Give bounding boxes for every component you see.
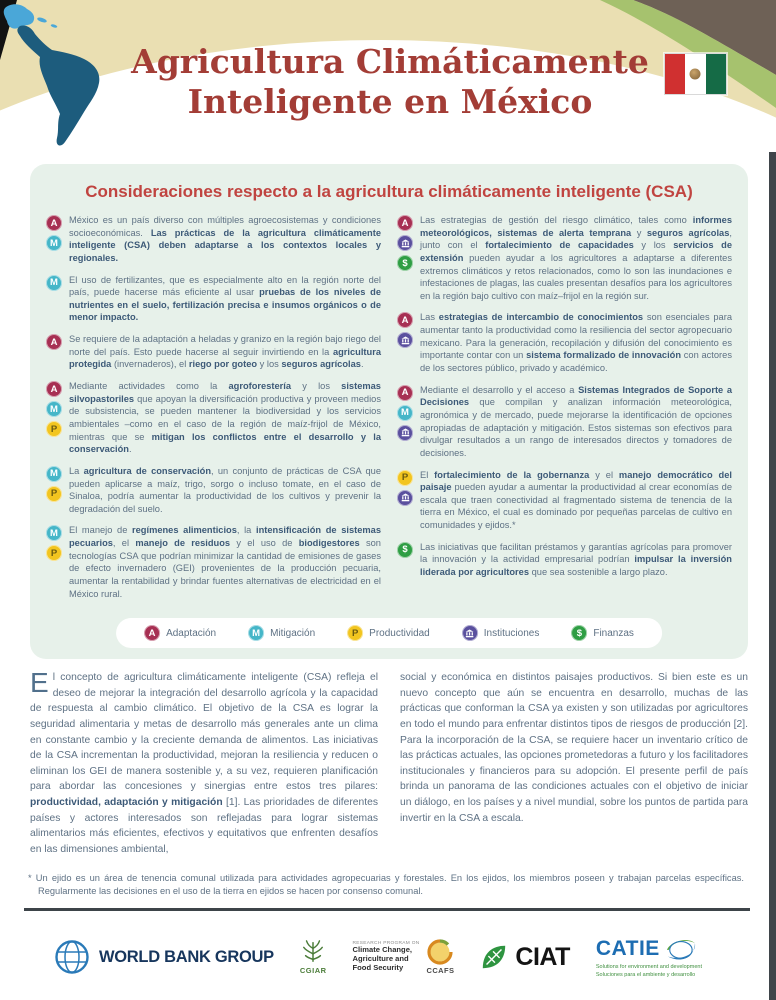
consideration-item [397, 384, 732, 460]
productivity-icon: P [46, 421, 62, 437]
catie-tagline-es: Soluciones para el ambiente y desarrollo [595, 972, 696, 978]
adaptation-icon: A [397, 385, 413, 401]
productivity-icon: P [46, 486, 62, 502]
consideration-text: Mediante el desarrollo y el acceso a Sistemas Integrados de Soporte a Decisiones que compilan y analizan información meteorológica, agronómica y de mercado, puede mejorarse la identificación de opciones apropiadas de adaptación y mitigación. Estos sistemas son efectivos para divulgar resultados a un rango de interesados directos y tomadores de decisiones. [420, 384, 733, 458]
ciat-label: CIAT [515, 942, 570, 971]
mitigation-icon: M [46, 525, 62, 541]
adaptation-icon: A [46, 215, 62, 231]
mitigation-icon: M [46, 466, 62, 482]
footnote-text: Un ejido es un área de tenencia comunal utilizada para actividades agropecuarias y forestales. En los ejidos, los miembros poseen y trabajan parcelas específicas. Regularmente las decisiones en el uso de la tierra en ejidos se hacen por consenso comunal. [35, 873, 744, 897]
consideration-item [397, 541, 732, 579]
legend-label: Instituciones [483, 627, 540, 639]
footnote [28, 872, 744, 899]
considerations-panel [30, 164, 748, 659]
category-badges [46, 275, 62, 325]
ccafs-line: Food Security [352, 963, 404, 973]
adaptation-icon: A [46, 334, 62, 350]
ccafs-logo [353, 939, 455, 975]
consideration-item [397, 311, 732, 374]
drop-cap: E [30, 667, 49, 698]
ccafs-badge [427, 939, 455, 975]
institutions-icon [397, 425, 413, 441]
footer-divider [24, 908, 750, 911]
considerations-heading: Consideraciones respecto a la agricultura climáticamente inteligente (CSA) [85, 182, 693, 201]
ccafs-program-text [353, 941, 420, 974]
intro-right-column: social y económica en distintos paisajes productivos. Si bien este es un nuevo concepto que aún se encuentra en desarrollo, muchas de las prácticas que conforman la CSA ya existen y son utilizadas por agricultores en todo el mundo para enfrentar distintos tipos de riesgos de producción [2]. Para la incorporación de la CSA, se requiere hacer un inventario crítico de las prácticas actuales, las opciones prometedoras a futuro y los facilitadores institucionales y financieros para su adopción. El presente perfil de país brinda un panorama de las condiciones actuales con el objetivo de iniciar un diálogo, en los países y a nivel mundial, sobre los puntos de partida para invertir en la CSA a escala. [400, 672, 748, 824]
consideration-text: El fortalecimiento de la gobernanza y el manejo democrático del paisaje pueden ayudar a aumentar la productividad al crear economías de escala que traen conectividad al fragmentado sistema de tenencia de la tierra en México, el cual es dominado por pequeñas parcelas de cultivo en comunidades y ejidos.* [420, 469, 732, 531]
category-legend [116, 618, 662, 648]
worldbank-logo [52, 937, 274, 977]
category-badges [397, 470, 413, 532]
finance-icon: $ [397, 542, 413, 558]
category-badges [46, 466, 62, 516]
intro-text [30, 667, 748, 858]
consideration-item [397, 214, 732, 302]
legend-item [248, 625, 315, 641]
mitigation-icon: M [397, 405, 413, 421]
intro-left-column: El concepto de agricultura climáticamente inteligente (CSA) refleja el deseo de mejorar la integración del desarrollo agrícola y la capacidad de respuesta al cambio climático. El objetivo de la CSA es lograr la seguridad alimentaria y metas de desarrollo más generales ante un clima en constante cambio y la creciente demanda de alimentos. Las iniciativas de la CSA incrementan la productividad, mejoran la resiliencia y reducen o eliminan los GEI de manera sostenible y, a su vez, requieren planificación para abordar las concesiones y sinergias entre estos tres pilares: productividad, adaptación y mitigación [1]. Las prioridades de diferentes países y actores interesados son reflejadas para lograr sistemas alimentarios más eficientes, efectivos y equitativos que enfrenten desafíos en las dimensiones ambiental, [30, 667, 378, 856]
mitigation-icon: M [46, 401, 62, 417]
footnote-marker: * [28, 873, 32, 883]
finance-icon: $ [397, 255, 413, 271]
consideration-item [46, 333, 381, 371]
category-badges [397, 215, 413, 302]
category-badges [397, 542, 413, 579]
legend-label: Mitigación [270, 627, 316, 639]
catie-tagline-en: Solutions for environment and development [595, 964, 702, 971]
considerations-columns [46, 214, 732, 609]
consideration-item [46, 465, 381, 516]
cgiar-plant-icon [301, 939, 325, 965]
category-badges [46, 334, 62, 371]
ccafs-program-label: RESEARCH PROGRAM ON [352, 940, 420, 946]
consideration-item [46, 214, 381, 265]
worldbank-globe-icon [52, 937, 92, 977]
ccafs-line: Climate Change, [352, 945, 413, 955]
catie-swirl-icon [663, 935, 697, 963]
institutions-icon [397, 490, 413, 506]
legend-item [347, 625, 430, 641]
mexico-flag-icon [664, 53, 727, 95]
consideration-item [46, 524, 381, 600]
flag-white-stripe [685, 54, 705, 94]
cgiar-logo [300, 939, 327, 975]
consideration-text: La agricultura de conservación, un conjunto de prácticas de CSA que pueden aplicarse a maíz, trigo, sorgo o incluso tomate, en el caso de Sinaloa, podría aumentar la productividad de los cultivos y prevenir la degradación del suelo. [69, 465, 381, 514]
legend-label: Productividad [369, 627, 430, 639]
institutions-icon [397, 332, 413, 348]
consideration-item [46, 380, 381, 456]
page-title [110, 42, 670, 123]
catie-logo [596, 935, 702, 979]
considerations-left-column [46, 214, 381, 609]
ciat-leaf-icon [480, 943, 508, 971]
category-badges [397, 312, 413, 374]
productivity-icon: P [347, 625, 363, 641]
header-banner [0, 0, 776, 152]
ccafs-label: CCAFS [426, 966, 455, 975]
flag-emblem [690, 69, 701, 80]
flag-green-stripe [706, 54, 726, 94]
considerations-right-column [397, 214, 732, 609]
productivity-icon: P [397, 470, 413, 486]
title-line-2: Inteligente en México [187, 82, 593, 122]
category-badges [46, 381, 62, 456]
mitigation-icon: M [46, 275, 62, 291]
consideration-text: México es un país diverso con múltiples agroecosistemas y condiciones socioeconómicas. Las prácticas de la agricultura climáticamente inteligente (CSA) deben adaptarse a los contextos locales y regionales. [69, 215, 382, 263]
finance-icon: $ [571, 625, 587, 641]
category-badges [397, 385, 413, 460]
adaptation-icon: A [46, 381, 62, 397]
consideration-text: Se requiere de la adaptación a heladas y granizo en la región bajo riego del norte del país. Esto puede hacerse al seguir invirtiendo en la agricultura protegida (invernaderos), el riego por goteo y los seguros agrícolas. [69, 334, 381, 370]
cgiar-label: CGIAR [299, 966, 327, 975]
legend-label: Adaptación [166, 627, 217, 639]
consideration-text: El manejo de regímenes alimenticios, la intensificación de sistemas pecuarios, el manejo de residuos y el uso de biodigestores son tecnologías CSA que podrían minimizar la cantidad de emisiones de gases de efecto invernadero (GEI) provenientes de la producción pecuaria, aumentar la rentabilidad y brindar fuentes alternativas de electricidad en el México rural. [69, 525, 381, 599]
adaptation-icon: A [144, 625, 160, 641]
footer-logos [52, 924, 728, 990]
mitigation-icon: M [248, 625, 264, 641]
title-line-1: Agricultura Climáticamente [131, 42, 649, 81]
productivity-icon: P [46, 545, 62, 561]
category-badges [46, 525, 62, 600]
ciat-logo [480, 943, 569, 972]
catie-label: CATIE [595, 937, 660, 961]
consideration-text: Las estrategias de intercambio de conocimientos son esenciales para aumentar tanto la productividad como la resiliencia del sector agropecuario mexicano. Para la generación, recopilación y difusión del conocimiento es importante contar con un sistema formalizado de innovación con actores de los sectores público, privado y académico. [420, 312, 732, 374]
adaptation-icon: A [397, 312, 413, 328]
flag-red-stripe [665, 54, 685, 94]
ccafs-ring-icon [427, 939, 453, 965]
legend-item [571, 625, 634, 641]
mitigation-icon: M [46, 235, 62, 251]
ccafs-line: Agriculture and [352, 954, 409, 964]
institutions-icon [397, 235, 413, 251]
institutions-icon [462, 625, 478, 641]
consideration-item [397, 469, 732, 532]
consideration-text: Las iniciativas que facilitan préstamos y garantías agrícolas para promover la innovación y la actividad empresarial podrían impulsar la inversión liderada por agricultores que sea sostenible a largo plazo. [420, 541, 732, 578]
adaptation-icon: A [397, 215, 413, 231]
legend-label: Finanzas [593, 627, 634, 639]
consideration-text: Mediante actividades como la agroforestería y los sistemas silvopastoriles que apoyan la diversificación productiva y proveen medios de subsistencia, se pueden mantener la biodiversidad y los servicios ambientales –como en el caso de la región de maíz-frijol de México, mientras que se mitigan los conflictos entre el desarrollo y la conservación. [69, 381, 381, 455]
legend-item [462, 625, 540, 641]
worldbank-label: WORLD BANK GROUP [99, 947, 274, 966]
category-badges [46, 215, 62, 265]
consideration-item [46, 274, 381, 325]
consideration-text: El uso de fertilizantes, que es especialmente alto en la región norte del país, puede hacerse más eficiente al usar pruebas de los niveles de nutrientes en el suelo, fertilización precisa e insumos orgánicos o de menor impacto. [69, 274, 382, 323]
legend-item [144, 625, 216, 641]
consideration-text: Las estrategias de gestión del riesgo climático, tales como informes meteorológicos, sistemas de alerta temprana y seguros agrícolas, junto con el fortalecimiento de capacidades y los servicios de extensión pueden ayudar a los agricultores a adaptarse a diferentes extremos climáticos y retos relacionados, como lo son las inundaciones e infestaciones de plagas, las cuales presentan desafíos para los agricultores en la región bajo cultivo con maíz–frijol en la región sur. [420, 215, 732, 301]
